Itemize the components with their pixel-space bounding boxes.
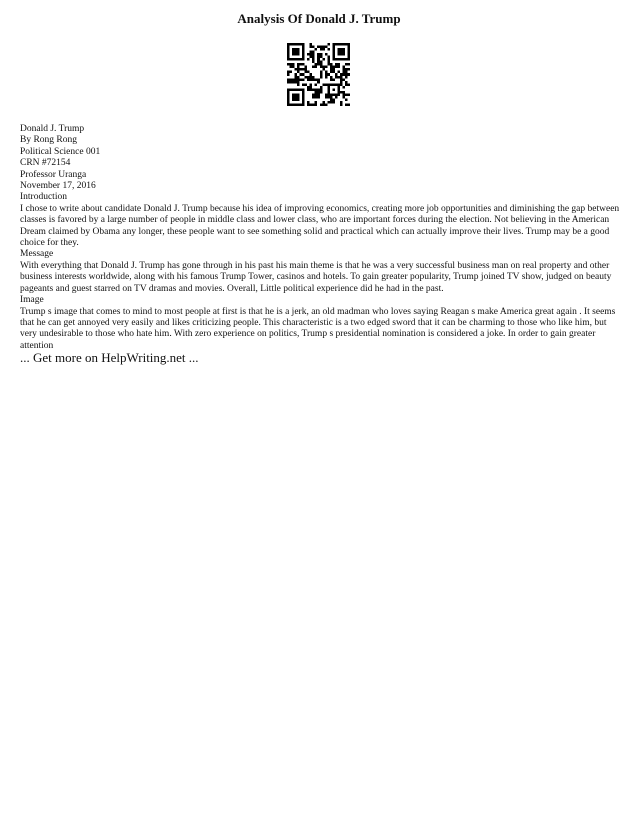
qr-code	[287, 43, 350, 106]
section-heading-image: Image	[20, 295, 44, 306]
course-line: Political Science 001	[20, 146, 101, 157]
document-body	[20, 124, 620, 352]
section-heading-message: Message	[20, 249, 54, 260]
section-body-introduction: I chose to write about candidate Donald J. Trump because his idea of improving economics, creating more job opportunities and diminishing the gap between classes is favored by a large number of people in middle class and lower class, who are important forces during the election. Not believing in the American Dream claimed by Obama any longer, these people want to see something solid and practical which can actually improve their lives. Trump may be a good choice for they.	[20, 203, 620, 249]
section-body-image: Trump s image that comes to mind to most people at first is that he is a jerk, an old madman who loves saying Reagan s make America great again . It seems that he can get annoyed very easily and likes criticizing people. This characteristic is a two edged sword that it can be charming to those who like him, but very undesirable to those who hate him. With zero experience on politics, Trump s presidential nomination is considered a joke. In order to gain greater attention	[20, 306, 616, 351]
author-name-line: Donald J. Trump	[20, 124, 85, 134]
byline: By Rong Rong	[20, 135, 78, 146]
get-more-link[interactable]: ... Get more on HelpWriting.net ...	[20, 350, 199, 365]
qr-code-image	[287, 43, 350, 106]
date-line: November 17, 2016	[20, 181, 96, 192]
document-title: Analysis Of Donald J. Trump	[237, 11, 401, 26]
section-body-message: With everything that Donald J. Trump has gone through in his past his main theme is that he was a very successful business man on real property and other business interests worldwide, along with his famous Trump Tower, casinos and hotels. To gain greater popularity, Trump joined TV show, judged on beauty pageants and guest starred on TV dramas and movies. Overall, Little political experience did he had in the past.	[20, 260, 612, 294]
professor-line: Professor Uranga	[20, 169, 87, 180]
crn-line: CRN #72154	[20, 158, 71, 169]
section-heading-introduction: Introduction	[20, 192, 67, 203]
